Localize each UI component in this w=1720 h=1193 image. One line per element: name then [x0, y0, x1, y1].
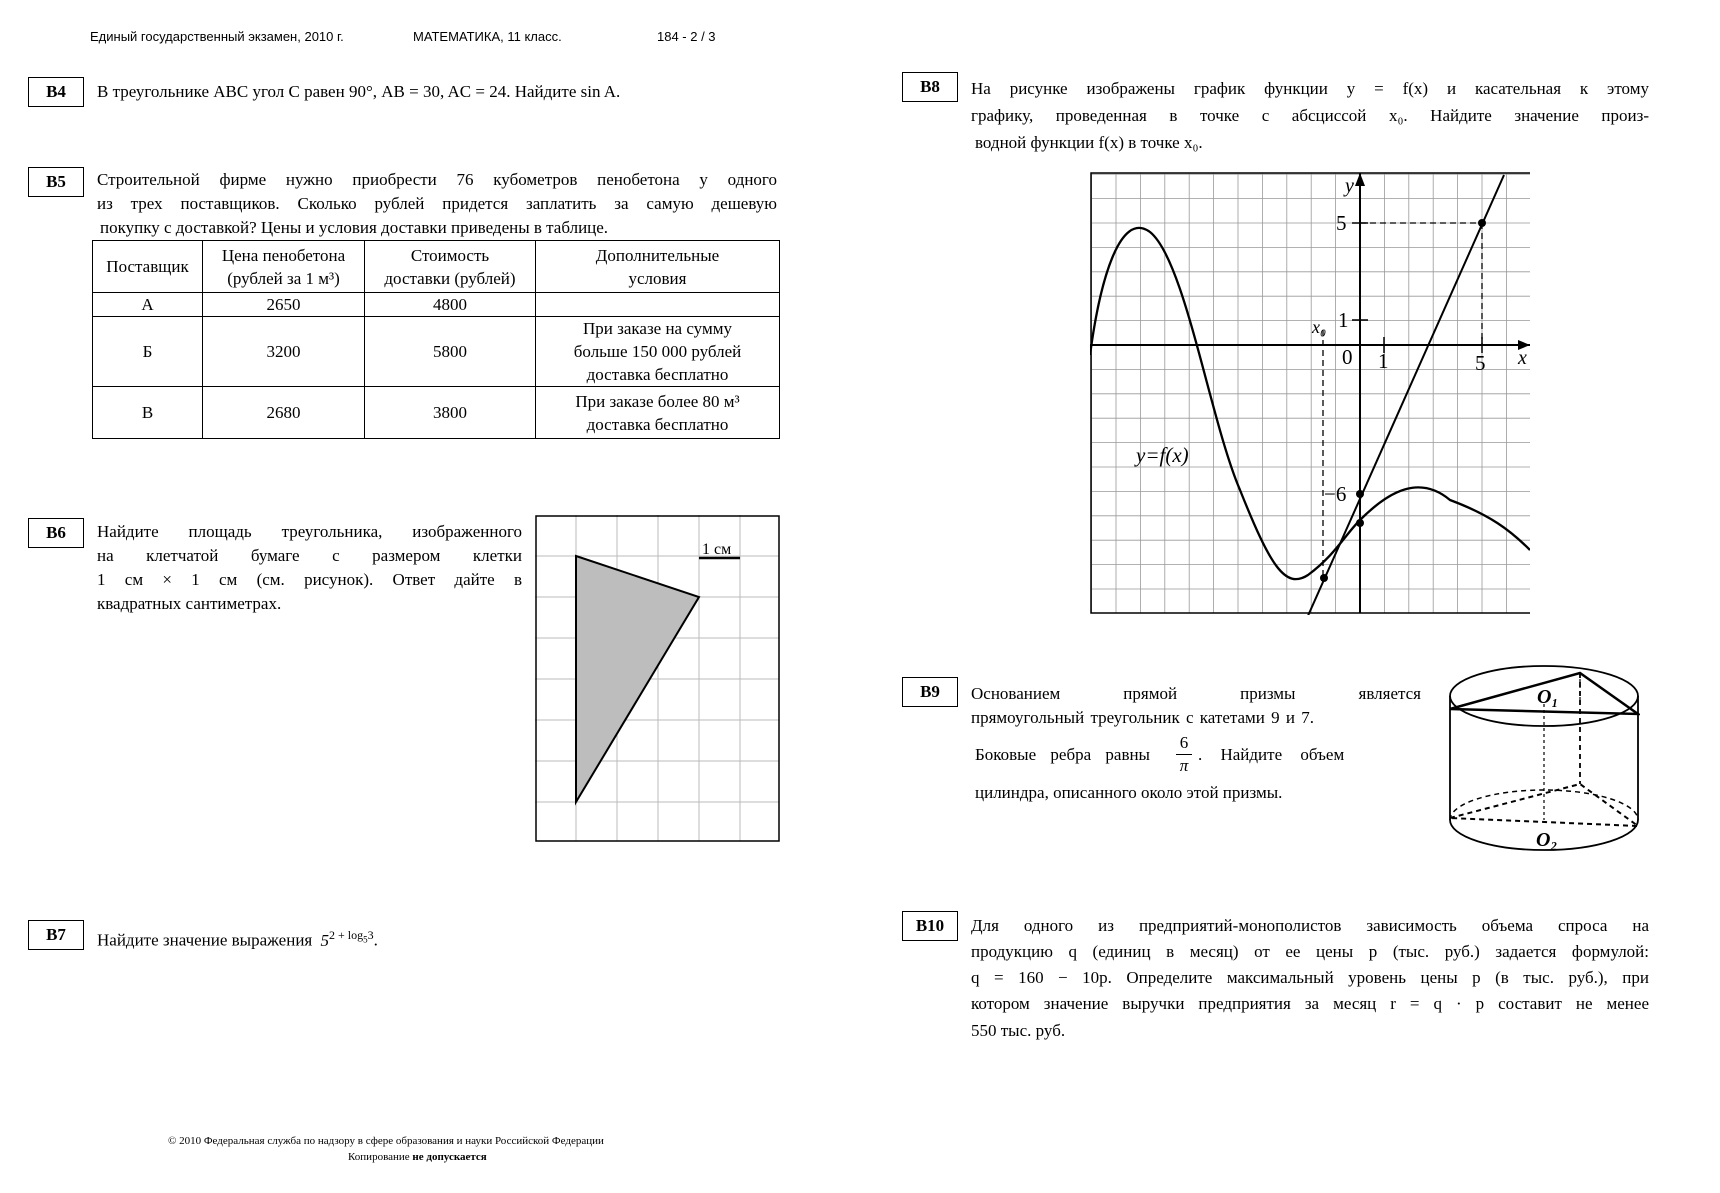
b8-tick-ym6: −6 [1324, 482, 1347, 506]
b9-fraction: 6 π [1176, 732, 1192, 777]
cell-delivery: 5800 [365, 317, 536, 387]
th-price: Цена пенобетона (рублей за 1 м³) [203, 241, 365, 293]
b9-line4: цилиндра, описанного около этой призмы. [975, 783, 1283, 802]
b8-line3: водной функции f(x) в точке x₀. [975, 133, 1203, 152]
b10-line4: котором значение выручки предприятия за месяц r = q · p составит не менее [971, 994, 1649, 1013]
b7-question: Найдите значение выражения [97, 930, 313, 950]
b9-badge: B9 [902, 677, 958, 707]
th-delivery: Стоимость доставки (рублей) [365, 241, 536, 293]
table-row [93, 387, 780, 439]
b6-line4: квадратных сантиметрах. [97, 594, 282, 613]
footer-copy-notice: Копирование не допускается [348, 1151, 487, 1163]
b8-function-label: y=f(x) [1136, 443, 1189, 467]
b5-badge: B5 [28, 167, 84, 197]
cell-delivery: 3800 [365, 387, 536, 439]
b8-graph [1090, 170, 1530, 615]
b8-tick-x1: 1 [1378, 349, 1389, 373]
b7-badge: B7 [28, 920, 84, 950]
footer-copyright: © 2010 Федеральная служба по надзору в сфере образования и науки Российской Федерации [168, 1135, 604, 1147]
b6-grid-figure [535, 515, 781, 843]
b8-x-axis-label: x [1518, 347, 1527, 369]
b4-text: В треугольнике ABC угол C равен 90°, AB = 30, AC = 24. Найдите sin A. [97, 82, 621, 101]
table-row [93, 317, 780, 387]
b8-tick-y1: 1 [1338, 308, 1349, 332]
b7-text: Найдите значение выражения $5^{2 + log_53}$. [97, 928, 378, 950]
cell-conditions [536, 293, 780, 317]
table-row [93, 293, 780, 317]
cell-conditions: При заказе на сумму больше 150 000 рублей доставка бесплатно [536, 317, 780, 387]
b6-line3: 1 см × 1 см (см. рисунок). Ответ дайте в [97, 570, 522, 589]
b8-y-axis-label: y [1345, 175, 1354, 197]
b5-line3: покупку с доставкой? Цены и условия доставки приведены в таблице. [100, 218, 609, 237]
b10-line1: Для одного из предприятий-монополистов зависимость объема спроса на [971, 916, 1649, 935]
b6-line1: Найдите площадь треугольника, изображенного [97, 522, 522, 541]
b9-cylinder-figure [1440, 660, 1640, 870]
b9-line1: Основанием прямой призмы является [971, 684, 1421, 703]
b4-badge: B4 [28, 77, 84, 107]
b5-line1: Строительной фирме нужно приобрести 76 кубометров пенобетона у одного [97, 170, 777, 189]
th-conditions: Дополнительные условия [536, 241, 780, 293]
b10-line5: 550 тыс. руб. [971, 1021, 1066, 1040]
b5-line2: из трех поставщиков. Сколько рублей придется заплатить за самую дешевую [97, 194, 777, 213]
cell-conditions: При заказе более 80 м³ доставка бесплатно [536, 387, 780, 439]
cell-price: 2680 [203, 387, 365, 439]
b10-line3: q = 160 − 10p. Определите максимальный уровень цены p (в тыс. руб.), при [971, 968, 1649, 987]
b8-badge: B8 [902, 72, 958, 102]
th-supplier: Поставщик [93, 241, 203, 293]
cell-supplier: А [93, 293, 203, 317]
header-page: 184 - 2 / 3 [657, 29, 716, 44]
supplier-table [92, 240, 780, 439]
cell-delivery: 4800 [365, 293, 536, 317]
b7-expression: $5^{2 + log_53}$ [320, 928, 374, 950]
b9-line3: Боковые ребра равны 6 π . Найдите объем [975, 733, 1345, 775]
b10-badge: B10 [902, 911, 958, 941]
b8-line1: На рисунке изображены график функции y = f(x) и касательная к этому [971, 79, 1649, 98]
b6-scale-label: 1 см [702, 541, 732, 558]
b9-o2-label: O₂ [1536, 829, 1558, 851]
b8-origin-label: 0 [1342, 345, 1353, 369]
header-exam: Единый государственный экзамен, 2010 г. [90, 29, 344, 44]
b10-line2: продукцию q (единиц в месяц) от ее цены p (тыс. руб.) задается формулой: [971, 942, 1649, 961]
cell-supplier: Б [93, 317, 203, 387]
b8-tick-x5: 5 [1475, 351, 1486, 375]
b8-function-curve [1090, 228, 1530, 579]
b6-line2: на клетчатой бумаге с размером клетки [97, 546, 522, 565]
cell-price: 3200 [203, 317, 365, 387]
b8-x0-label: x₀ [1312, 317, 1327, 337]
cell-supplier: В [93, 387, 203, 439]
b9-line2: прямоугольный треугольник с катетами 9 и 7. [971, 708, 1314, 727]
header-subject: МАТЕМАТИКА, 11 класс. [413, 29, 562, 44]
b9-o1-label: O₁ [1537, 686, 1559, 708]
cell-price: 2650 [203, 293, 365, 317]
b8-line2: графику, проведенная в точке с абсциссой x₀. Найдите значение произ- [971, 106, 1649, 125]
b8-tick-y5: 5 [1336, 211, 1347, 235]
b6-badge: B6 [28, 518, 84, 548]
